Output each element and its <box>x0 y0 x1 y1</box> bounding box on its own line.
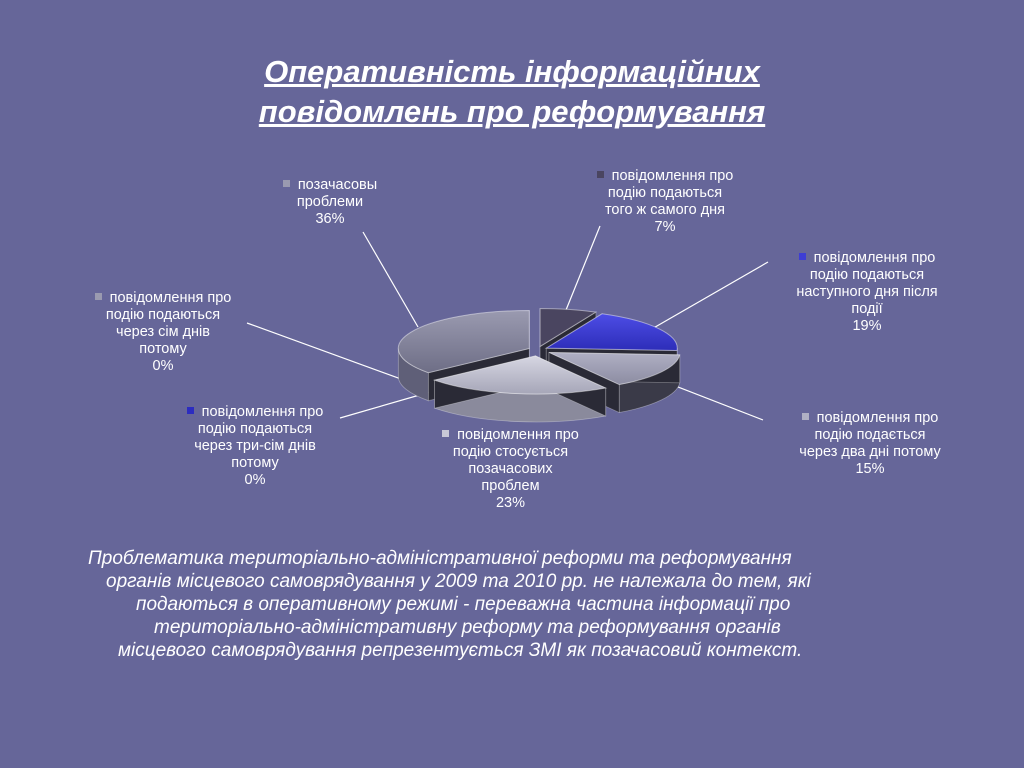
label-out-of-time-line-1: повідомлення про <box>457 427 579 443</box>
pie-slices <box>398 308 679 421</box>
label-out-of-time <box>418 427 603 512</box>
label-out-of-time-line-4: проблем <box>481 478 540 494</box>
label-two-days-line-2: подію подається <box>814 427 926 443</box>
label-next-day-line-2: подію подаються <box>809 267 925 283</box>
label-seven-days-line-3: через сім днів <box>116 324 210 340</box>
label-out-of-time-pct: 23% <box>495 495 526 511</box>
caption-line-3: подаються в оперативному режимі - переважна частина інформації про <box>136 594 791 615</box>
label-timeless-line-2: проблеми <box>296 194 364 210</box>
legend-marker-timeless <box>283 180 290 187</box>
label-same-day-line-3: того ж самого дня <box>604 202 726 218</box>
leader-line-same-day <box>566 226 600 310</box>
label-seven-days-line-4: потому <box>139 341 187 357</box>
label-three-seven-days-pct: 0% <box>244 472 266 488</box>
caption-line-5: місцевого самоврядування репрезентується ЗМІ як позачасовий контекст. <box>118 640 803 661</box>
label-three-seven-days-line-3: через три-сім днів <box>194 438 316 454</box>
label-next-day-line-1: повідомлення про <box>813 250 936 266</box>
label-next-day <box>762 250 972 335</box>
legend-marker-next-day <box>799 253 806 260</box>
label-timeless-pct: 36% <box>315 211 345 227</box>
label-two-days-line-3: через два дні потому <box>799 444 941 460</box>
label-same-day-line-2: подію подаються <box>607 185 723 201</box>
label-timeless-line-1: позачасовы <box>297 177 378 193</box>
label-same-day-line-1: повідомлення про <box>611 168 734 184</box>
label-three-seven-days-line-1: повідомлення про <box>201 404 324 420</box>
caption-line-4: територіально-адміністративну реформу та реформування органів <box>154 617 781 638</box>
label-next-day-pct: 19% <box>852 318 882 334</box>
label-same-day-pct: 7% <box>654 219 676 235</box>
label-seven-days-pct: 0% <box>152 358 174 374</box>
caption-line-1: Проблематика територіально-адміністративної реформи та реформування <box>88 548 792 569</box>
label-three-seven-days <box>160 404 350 489</box>
caption-line-2: органів місцевого самоврядування у 2009 та 2010 рр. не належала до тем, які <box>106 571 811 592</box>
legend-marker-same-day <box>597 171 604 178</box>
title-line-2: повідомлень про реформування <box>258 94 766 129</box>
label-timeless <box>255 177 405 228</box>
caption-text <box>88 547 968 662</box>
label-out-of-time-line-3: позачасових <box>468 461 553 477</box>
legend-marker-two-days <box>802 413 809 420</box>
legend-marker-seven-days <box>95 293 102 300</box>
label-two-days-line-1: повідомлення про <box>816 410 939 426</box>
label-seven-days <box>68 290 258 375</box>
label-same-day <box>570 168 760 236</box>
label-three-seven-days-line-2: подію подаються <box>197 421 313 437</box>
label-two-days-pct: 15% <box>855 461 885 477</box>
title-line-1: Оперативність інформаційних <box>264 54 760 89</box>
label-seven-days-line-1: повідомлення про <box>109 290 232 306</box>
label-seven-days-line-2: подію подаються <box>105 307 221 323</box>
legend-marker-out-of-time <box>442 430 449 437</box>
leader-line-timeless <box>363 232 418 327</box>
leader-line-next-day <box>650 262 768 330</box>
label-three-seven-days-line-4: потому <box>231 455 279 471</box>
label-next-day-line-3: наступного дня після <box>796 284 938 300</box>
legend-marker-three-seven-days <box>187 407 194 414</box>
label-next-day-line-4: події <box>851 301 883 317</box>
label-out-of-time-line-2: подію стосується <box>452 444 569 460</box>
label-two-days <box>765 410 975 478</box>
leader-line-seven-days <box>247 323 412 383</box>
